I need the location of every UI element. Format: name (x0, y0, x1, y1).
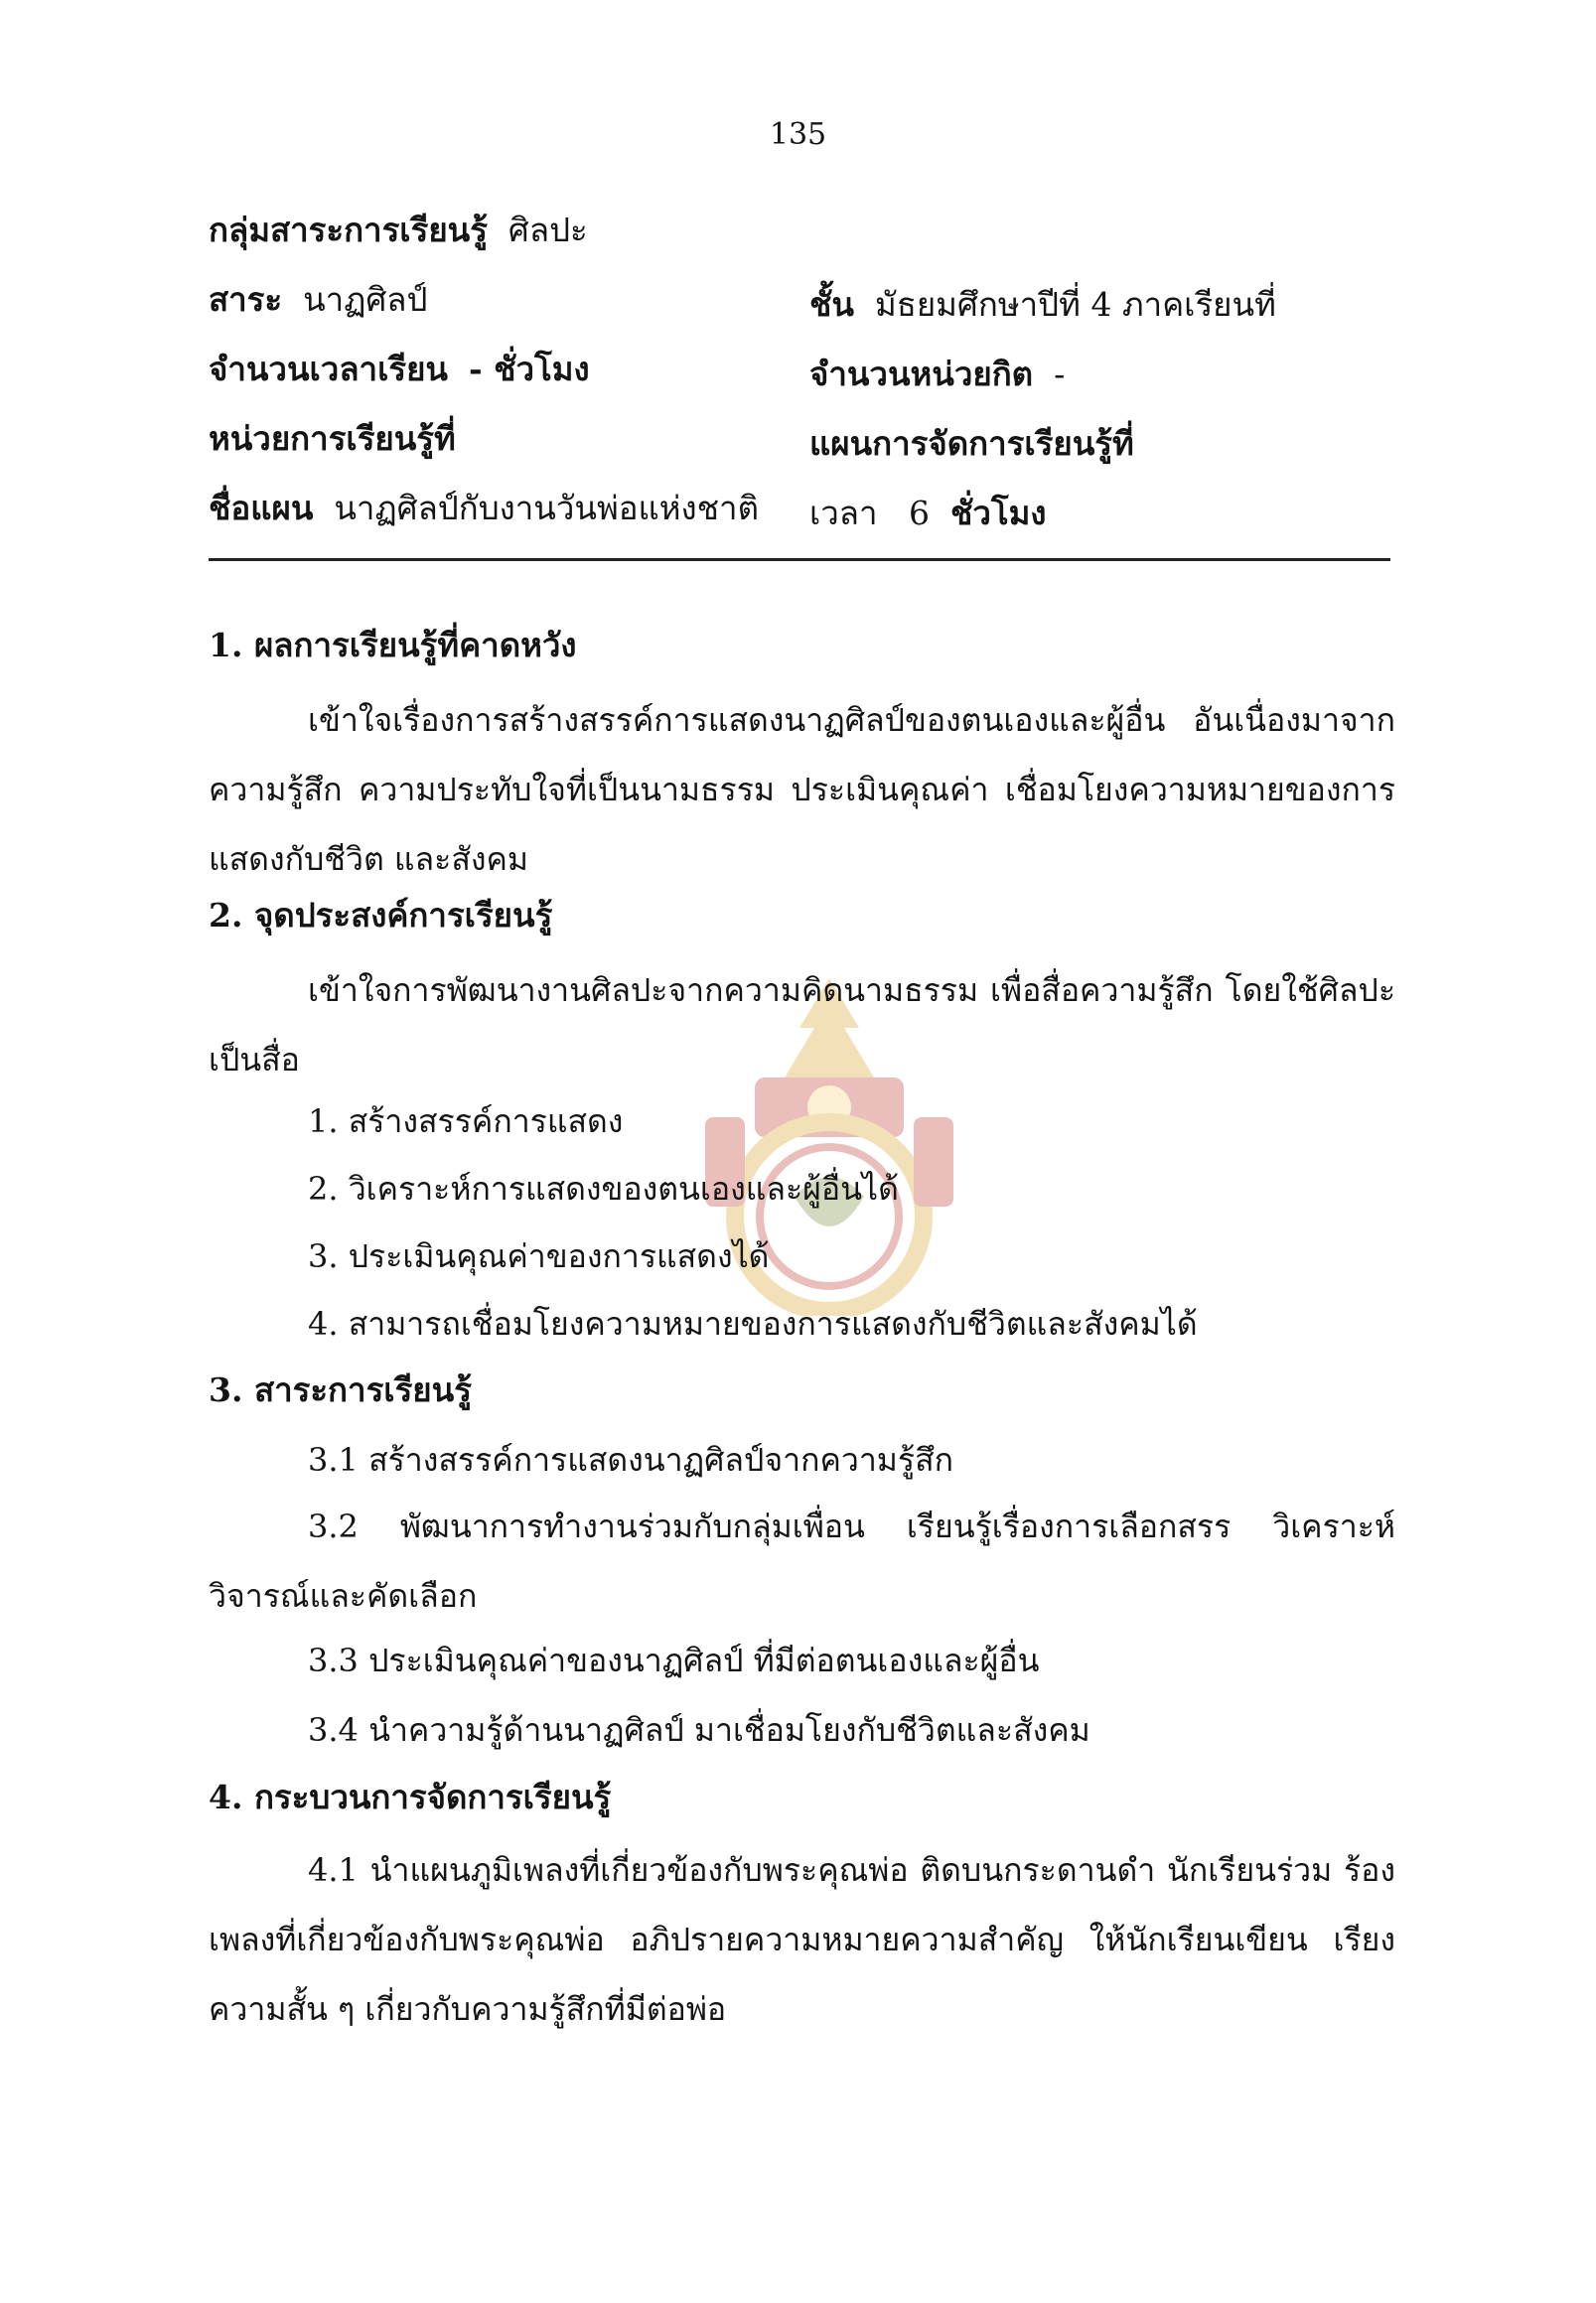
time-label: เวลา (809, 494, 878, 532)
hours-value: - ชั่วโมง (468, 350, 590, 388)
plan-name-value: นาฏศิลป์กับงานวันพ่อแห่งชาติ (334, 489, 760, 527)
strand-row (209, 278, 427, 322)
plan-number-row (809, 422, 1134, 466)
learning-area-value: ศิลปะ (508, 211, 588, 249)
plan-name-label: ชื่อแผน (209, 489, 314, 527)
section2-heading: 2. จุดประสงค์การเรียนรู้ (209, 896, 553, 935)
section1-heading: 1. ผลการเรียนรู้ที่คาดหวัง (209, 626, 577, 664)
section2-body: เข้าใจการพัฒนางานศิลปะจากความคิดนามธรรม เพื่อสื่อความรู้สึก โดยใช้ศิลปะเป็นสื่อ (209, 971, 1395, 1079)
content-item-4: 3.4 นำความรู้ด้านนาฏศิลป์ มาเชื่อมโยงกับชีวิตและสังคม (308, 1711, 1090, 1749)
credits-row (809, 353, 1065, 396)
objective-item-2: 2. วิเคราะห์การแสดงของตนเองและผู้อื่นได้ (308, 1170, 899, 1208)
learning-area-label: กลุ่มสาระการเรียนรู้ (209, 211, 488, 249)
credits-label: จำนวนหน่วยกิต (809, 355, 1034, 393)
plan-name-row (209, 487, 759, 530)
objective-item-3: 3. ประเมินคุณค่าของการแสดงได้ (308, 1237, 770, 1275)
unit-label: หน่วยการเรียนรู้ที่ (209, 419, 456, 458)
learning-area-row (209, 209, 588, 252)
strand-value: นาฏศิลป์ (303, 280, 428, 319)
time-row (809, 492, 1047, 535)
section3-heading: 3. สาระการเรียนรู้ (209, 1370, 472, 1409)
section1-body: เข้าใจเรื่องการสร้างสรรค์การแสดงนาฏศิลป์ของตนเองและผู้อื่น อันเนื่องมาจากความรู้สึก ความประทับใจที่เป็นนามธรรม ประเมินคุณค่า เชื่อมโยงความหมายของการแสดงกับชีวิต และสังคม (209, 701, 1395, 878)
objective-item-1: 1. สร้างสรรค์การแสดง (308, 1102, 624, 1140)
credits-value: - (1054, 355, 1066, 393)
content-item-3: 3.3 ประเมินคุณค่าของนาฏศิลป์ ที่มีต่อตนเองและผู้อื่น (308, 1642, 1040, 1679)
grade-value: มัธยมศึกษาปีที่ 4 ภาคเรียนที่ (874, 285, 1276, 324)
time-unit: ชั่วโมง (950, 494, 1047, 532)
grade-row (809, 283, 1276, 327)
hours-label: จำนวนเวลาเรียน (209, 350, 448, 388)
objective-item-4: 4. สามารถเชื่อมโยงความหมายของการแสดงกับชีวิตและสังคมได้ (308, 1305, 1198, 1343)
grade-label: ชั้น (809, 285, 854, 324)
hours-row (209, 348, 590, 391)
unit-row (209, 417, 456, 461)
strand-label: สาระ (209, 280, 283, 319)
content-item-2: 3.2 พัฒนาการทำงานร่วมกับกลุ่มเพื่อน เรียนรู้เรื่องการเลือกสรร วิเคราะห์ วิจารณ์และคัดเลือก (209, 1508, 1395, 1615)
process-item-1: 4.1 นำแผนภูมิเพลงที่เกี่ยวข้องกับพระคุณพ่อ ติดบนกระดานดำ นักเรียนร่วม ร้องเพลงที่เกี่ยวข้องกับพระคุณพ่อ อภิปรายความหมายความสำคัญ ให้นักเรียนเขียน เรียงความสั้น ๆ เกี่ยวกับความรู้สึกที่มีต่อพ่อ (209, 1851, 1395, 2028)
section4-heading: 4. กระบวนการจัดการเรียนรู้ (209, 1778, 612, 1816)
header-divider (209, 558, 1390, 561)
page-number: 135 (769, 117, 827, 152)
time-value: 6 (909, 494, 931, 532)
content-item-1: 3.1 สร้างสรรค์การแสดงนาฏศิลป์จากความรู้สึก (308, 1441, 953, 1479)
plan-number-label: แผนการจัดการเรียนรู้ที่ (809, 424, 1134, 463)
